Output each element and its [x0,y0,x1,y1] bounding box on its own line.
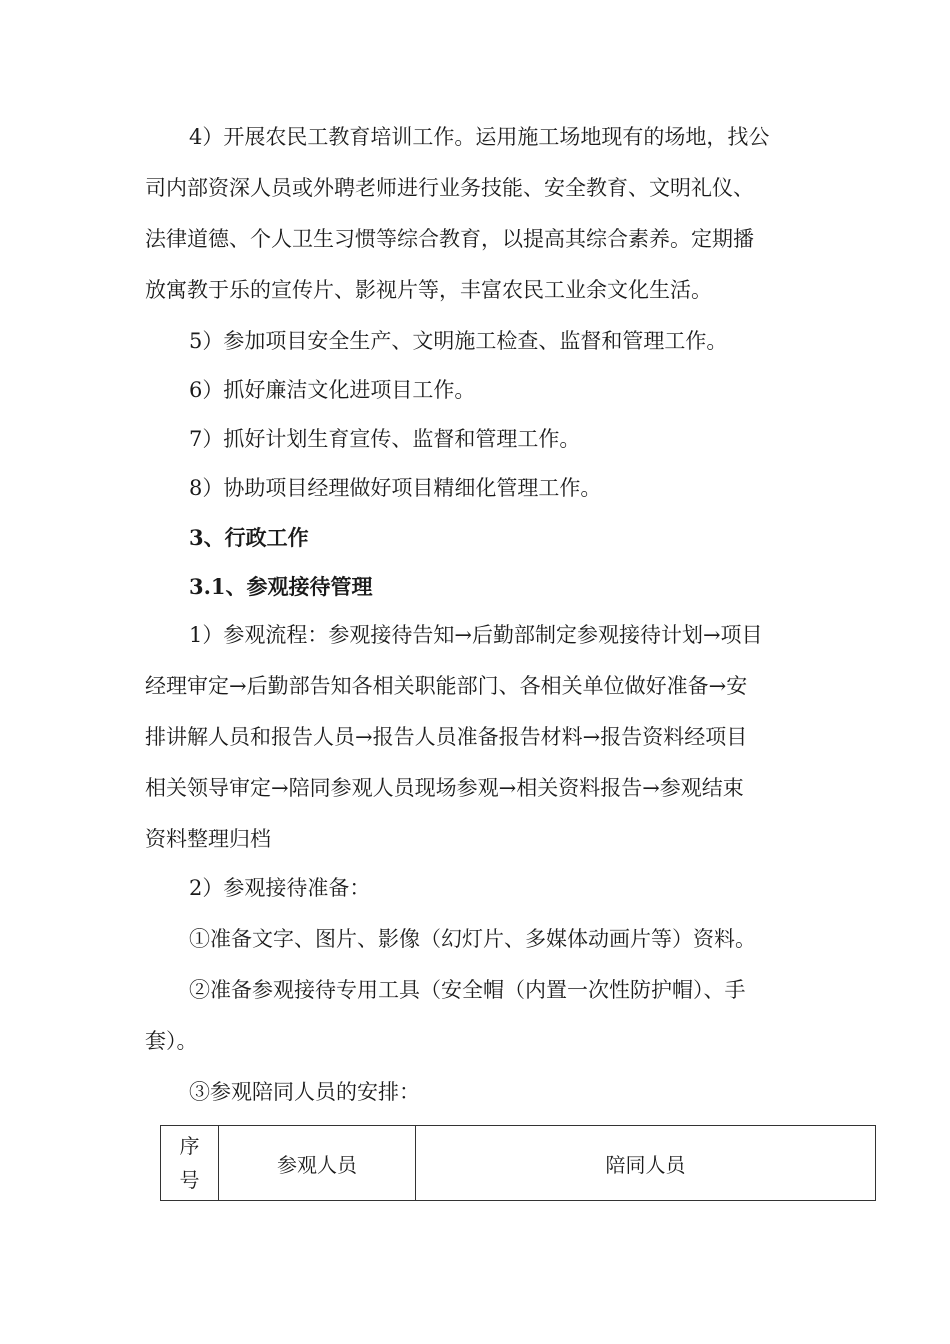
paragraph-4-line-2: 司内部资深人员或外聘老师进行业务技能、安全教育、文明礼仪、 [145,176,754,200]
paragraph-4-line-3: 法律道德、个人卫生习惯等综合教育，以提高其综合素养。定期播 [145,227,754,251]
companion-arrangement-table [160,1125,876,1201]
header-cell-companions: 陪同人员 [416,1126,876,1201]
paragraph-5: 5）参加项目安全生产、文明施工检查、监督和管理工作。 [189,329,728,353]
flow-line-4: 相关领导审定→陪同参观人员现场参观→相关资料报告→参观结束 [145,776,744,800]
table-header-row [161,1126,876,1201]
paragraph-6: 6）抓好廉洁文化进项目工作。 [189,378,476,402]
paragraph-4-line-1: 4）开展农民工教育培训工作。运用施工场地现有的场地，找公 [189,125,770,149]
preparation-item-3: ③参观陪同人员的安排： [189,1080,420,1104]
section-heading-3-1: 3.1、参观接待管理 [189,574,373,599]
flow-line-1: 1）参观流程：参观接待告知→后勤部制定参观接待计划→项目 [189,623,763,647]
header-seq-bottom: 号 [179,1168,200,1192]
preparation-item-2-line-2: 套）。 [145,1029,198,1053]
preparation-item-2-line-1: ②准备参观接待专用工具（安全帽（内置一次性防护帽）、手 [189,978,746,1002]
preparation-item-1: ①准备文字、图片、影像（幻灯片、多媒体动画片等）资料。 [189,927,756,951]
header-cell-visitors: 参观人员 [219,1126,416,1201]
section-heading-3: 3、行政工作 [189,525,309,550]
header-seq-top: 序 [179,1134,200,1158]
paragraph-4-line-4: 放寓教于乐的宣传片、影视片等，丰富农民工业余文化生活。 [145,278,712,302]
preparation-heading: 2）参观接待准备： [189,876,371,900]
header-cell-seq [161,1126,219,1201]
flow-line-3: 排讲解人员和报告人员→报告人员准备报告材料→报告资料经项目 [145,725,748,749]
paragraph-8: 8）协助项目经理做好项目精细化管理工作。 [189,476,602,500]
flow-line-2: 经理审定→后勤部告知各相关职能部门、各相关单位做好准备→安 [145,674,748,698]
flow-line-5: 资料整理归档 [145,827,271,851]
paragraph-7: 7）抓好计划生育宣传、监督和管理工作。 [189,427,581,451]
